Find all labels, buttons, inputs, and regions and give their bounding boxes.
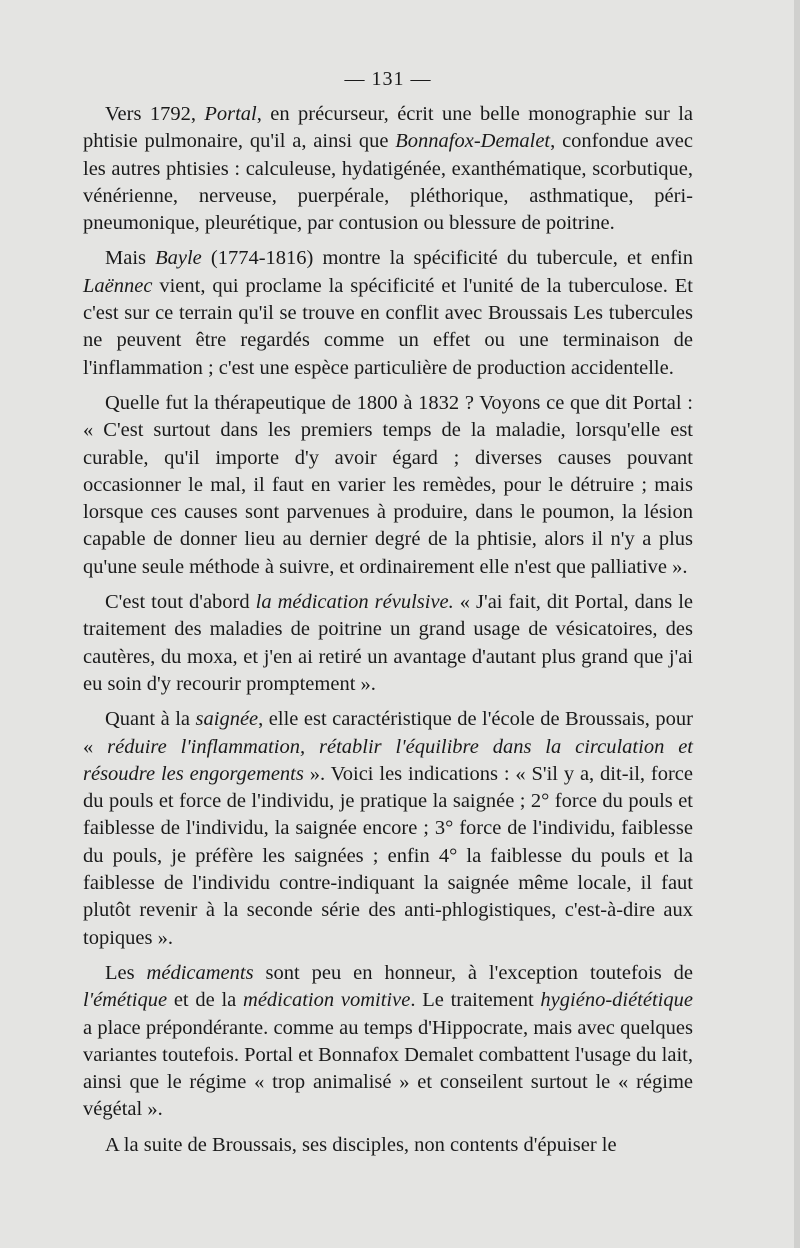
italic-text: la médication révulsive.	[255, 591, 454, 614]
body-text	[83, 101, 693, 1159]
paragraph	[83, 245, 693, 381]
paragraph	[83, 706, 693, 952]
italic-text: médicaments	[146, 961, 254, 984]
paragraph	[83, 960, 693, 1124]
italic-text: médication vomitive	[243, 989, 411, 1012]
text-run: et de la	[167, 989, 244, 1012]
italic-text: réduire l'inflammation, rétablir l'équilibre dans la circulation et résoudre les engorgements	[83, 735, 693, 785]
italic-text: Bonnafox-Demalet	[395, 130, 551, 153]
page-edge-shadow	[794, 0, 800, 1248]
text-run: , confondue avec les autres phtisies : calculeuse, hydatigénée, exanthématique, scorbutique, vénérienne, nerveuse, puerpérale, pléthorique, asthmatique, péri-pneumonique, pleurétique, par contusion ou blessure de poitrine.	[83, 130, 693, 235]
paragraph	[83, 589, 693, 698]
text-run: Vers 1792,	[105, 103, 205, 125]
text-run: Quant à la	[105, 708, 196, 731]
italic-text: Bayle	[155, 247, 202, 270]
text-run: Mais	[105, 247, 156, 270]
page-number: — 131 —	[344, 68, 432, 90]
italic-text: saignée	[195, 708, 259, 731]
text-run: a place prépondérante. comme au temps d'Hippocrate, mais avec quelques variantes toutefois. Portal et Bonnafox Demalet combattent l'usage du lait, ainsi que le régime « trop animalisé » et conseilent surtout le « régime végétal ».	[83, 1016, 693, 1121]
text-run: C'est tout d'abord	[105, 591, 256, 614]
text-run: Quelle fut la thérapeutique de 1800 à 1832 ? Voyons ce que dit Portal : « C'est surtout dans les premiers temps de la maladie, lorsqu'elle est curable, qu'il importe d'y avoir égard ; diverses causes pouvant occasionner le mal, il faut en varier les remèdes, pour le détruire ; mais lorsque ces causes sont parvenues à produire, dans le poumon, la lésion capable de donner lieu au dernier degré de la phtisie, alors il n'y a plus qu'une seule méthode à suivre, et ordinairement elle n'est que palliative ».	[83, 391, 693, 578]
italic-text: Laënnec	[83, 274, 153, 297]
paragraph	[83, 101, 693, 237]
paragraph	[83, 390, 693, 581]
paragraph	[83, 1132, 693, 1159]
text-run: , elle est caractéristique de l'école de Broussais, pour «	[83, 708, 693, 758]
text-run: vient, qui proclame la spécificité et l'unité de la tuberculose. Et c'est sur ce terrain qu'il se trouve en conflit avec Broussais Les tubercules ne peuvent être regardés comme un effet ou une terminaison de l'inflammation ; c'est une espèce particulière de production accidentelle.	[83, 274, 693, 379]
text-run: . Le traitement	[410, 989, 541, 1012]
italic-text: Portal	[204, 103, 257, 125]
text-run: (1774-1816) montre la spécificité du tubercule, et enfin	[201, 247, 693, 270]
text-run: « J'ai fait, dit Portal, dans le traitement des maladies de poitrine un grand usage de vésicatoires, des cautères, du moxa, et j'en ai retiré un avantage d'autant plus grand que j'ai eu soin d'y recourir promptement ».	[83, 591, 693, 695]
text-run: ». Voici les indications : « S'il y a, dit-il, force du pouls et force de l'individu, je pratique la saignée ; 2° force du pouls et faiblesse de l'individu, la saignée encore ; 3° force de l'individu, faiblesse du pouls, je préfère les saignées ; enfin 4° la faiblesse du pouls et la faiblesse de l'individu contre-indiquant la saignée même locale, il faut plutôt revenir à la seconde série des anti-phlogistiques, c'est-à-dire aux topiques ».	[83, 762, 693, 949]
italic-text: hygiéno-diététique	[540, 989, 693, 1012]
text-run: Les	[105, 961, 147, 984]
text-run: A la suite de Broussais, ses disciples, non contents d'épuiser le	[105, 1133, 617, 1156]
italic-text: l'émétique	[83, 989, 168, 1012]
text-run: sont peu en honneur, à l'exception toutefois de	[253, 961, 693, 984]
text-run: , en précurseur, écrit une belle monographie sur la phtisie pulmonaire, qu'il a, ainsi que	[83, 103, 694, 153]
